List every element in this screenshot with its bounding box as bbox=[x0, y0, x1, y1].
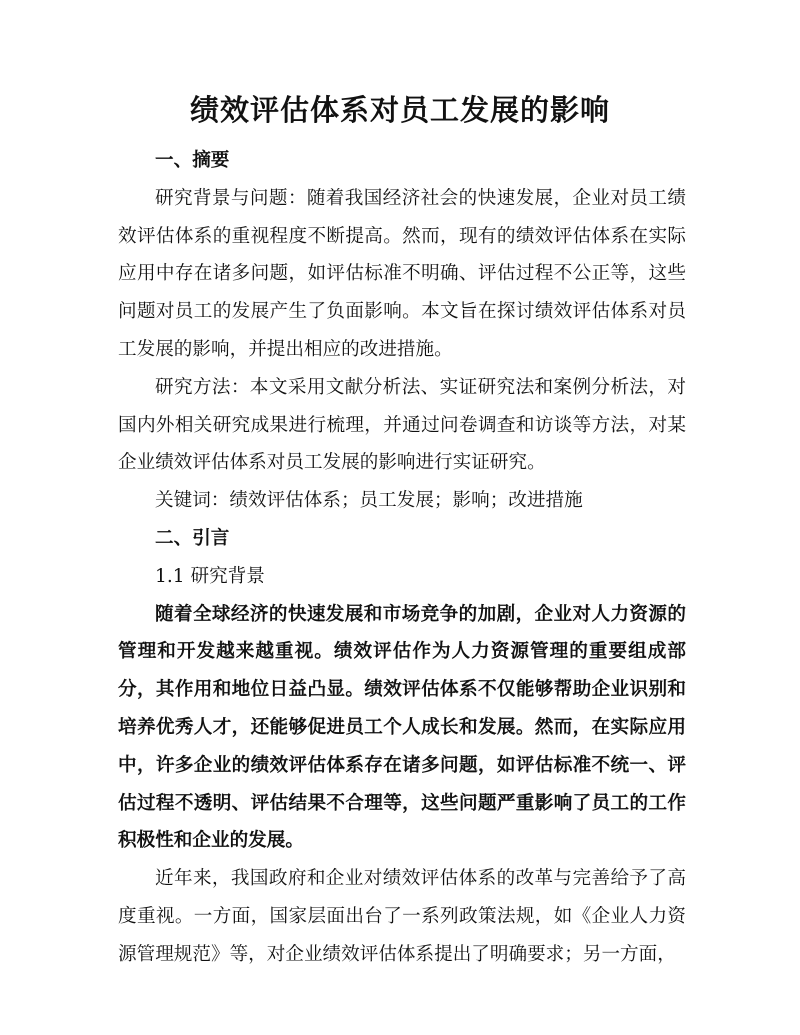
document-body bbox=[118, 142, 686, 974]
abstract-methods-paragraph: 研究方法：本文采用文献分析法、实证研究法和案例分析法，对国内外相关研究成果进行梳理，并通过问卷调查和访谈等方法，对某企业绩效评估体系对员工发展的影响进行实证研究。 bbox=[118, 376, 686, 474]
research-background-paragraph: 随着全球经济的快速发展和市场竞争的加剧，企业对人力资源的管理和开发越来越重视。绩效评估作为人力资源管理的重要组成部分，其作用和地位日益凸显。绩效评估体系不仅能够帮助企业识别和培养优秀人才，还能够促进员工个人成长和发展。然而，在实际应用中，许多企业的绩效评估体系存在诸多问题，如评估标准不统一、评估过程不透明、评估结果不合理等，这些问题严重影响了员工的工作积极性和企业的发展。 bbox=[118, 603, 686, 852]
recent-years-paragraph: 近年来，我国政府和企业对绩效评估体系的改革与完善给予了高度重视。一方面，国家层面出台了一系列政策法规，如《企业人力资源管理规范》等，对企业绩效评估体系提出了明确要求；另一方面， bbox=[118, 868, 686, 965]
abstract-background-paragraph: 研究背景与问题：随着我国经济社会的快速发展，企业对员工绩效评估体系的重视程度不断提高。然而，现有的绩效评估体系在实际应用中存在诸多问题，如评估标准不明确、评估过程不公正等，这些问题对员工的发展产生了负面影响。本文旨在探讨绩效评估体系对员工发展的影响，并提出相应的改进措施。 bbox=[118, 187, 686, 360]
keywords-line: 关键词：绩效评估体系；员工发展；影响；改进措施 bbox=[155, 490, 583, 512]
document-title: 绩效评估体系对员工发展的影响 bbox=[189, 93, 610, 127]
section-1-1-heading: 1.1 研究背景 bbox=[155, 565, 265, 587]
introduction-heading: 二、引言 bbox=[155, 527, 230, 549]
abstract-heading: 一、摘要 bbox=[155, 150, 230, 171]
